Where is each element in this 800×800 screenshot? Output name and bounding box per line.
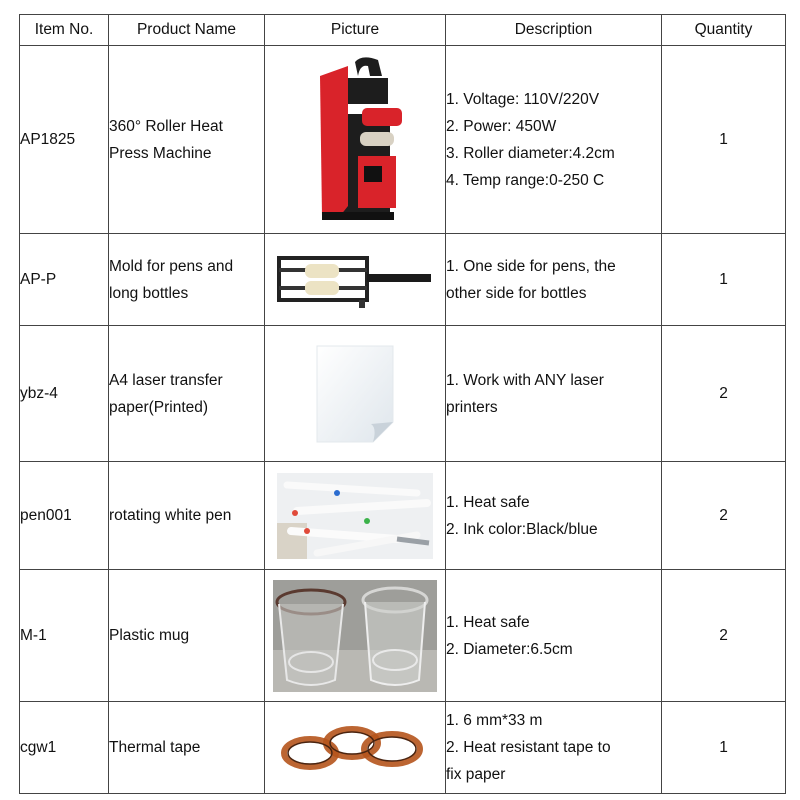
description-line: 2. Diameter:6.5cm	[446, 640, 573, 658]
description-line: 4. Temp range:0-250 C	[446, 171, 605, 189]
roller-heat-press-machine-photo	[300, 56, 410, 224]
quantity-cell: 2	[662, 570, 786, 702]
item-no-cell: AP1825	[20, 46, 109, 234]
item-no-cell: AP-P	[20, 234, 109, 326]
product-table	[19, 14, 786, 794]
header-description: Description	[446, 15, 662, 46]
header-row	[20, 15, 786, 46]
picture-cell	[265, 46, 446, 234]
description-line: 1. Heat safe	[446, 493, 530, 511]
picture-cell	[265, 570, 446, 702]
table-row	[20, 326, 786, 462]
transfer-paper-photo	[315, 344, 395, 444]
quantity-cell: 1	[662, 702, 786, 794]
quantity-cell: 1	[662, 234, 786, 326]
picture-cell	[265, 462, 446, 570]
header-picture: Picture	[265, 15, 446, 46]
description-line: printers	[446, 398, 498, 416]
plastic-mugs-photo	[273, 580, 437, 692]
item-no-cell: ybz-4	[20, 326, 109, 462]
pen-bottle-mold-photo	[275, 250, 435, 310]
product-name-cell: rotating white pen	[109, 462, 265, 570]
table-row	[20, 234, 786, 326]
item-no-cell: pen001	[20, 462, 109, 570]
thermal-tape-photo	[280, 719, 430, 777]
product-name-cell: A4 laser transfer paper(Printed)	[109, 326, 265, 462]
description-line: 1. Work with ANY laser	[446, 371, 604, 389]
item-no-cell: M-1	[20, 570, 109, 702]
product-name-cell: Plastic mug	[109, 570, 265, 702]
description-line: 2. Heat resistant tape to	[446, 739, 611, 756]
header-item-no: Item No.	[20, 15, 109, 46]
description-line: 2. Ink color:Black/blue	[446, 520, 598, 538]
item-no-cell: cgw1	[20, 702, 109, 794]
description-cell	[446, 326, 662, 462]
quantity-cell: 1	[662, 46, 786, 234]
description-line: 1. Heat safe	[446, 613, 530, 631]
picture-cell	[265, 326, 446, 462]
description-line: other side for bottles	[446, 284, 587, 302]
quantity-cell: 2	[662, 326, 786, 462]
white-pens-photo	[277, 473, 433, 559]
description-line: 3. Roller diameter:4.2cm	[446, 144, 615, 162]
description-cell	[446, 570, 662, 702]
description-cell	[446, 702, 662, 794]
description-line: 2. Power: 450W	[446, 117, 557, 135]
header-quantity: Quantity	[662, 15, 786, 46]
description-line: 1. One side for pens, the	[446, 257, 616, 275]
description-cell	[446, 234, 662, 326]
description-cell	[446, 46, 662, 234]
table-row	[20, 702, 786, 794]
picture-cell	[265, 234, 446, 326]
description-line: 1. Voltage: 110V/220V	[446, 90, 600, 108]
picture-cell	[265, 702, 446, 794]
description-cell	[446, 462, 662, 570]
table-row	[20, 570, 786, 702]
table-row	[20, 46, 786, 234]
product-name-cell: Mold for pens and long bottles	[109, 234, 265, 326]
header-product-name: Product Name	[109, 15, 265, 46]
table-row	[20, 462, 786, 570]
quantity-cell: 2	[662, 462, 786, 570]
description-line: 1. 6 mm*33 m	[446, 712, 543, 729]
description-line: fix paper	[446, 766, 506, 783]
product-name-cell: 360° Roller Heat Press Machine	[109, 46, 265, 234]
product-name-cell: Thermal tape	[109, 702, 265, 794]
